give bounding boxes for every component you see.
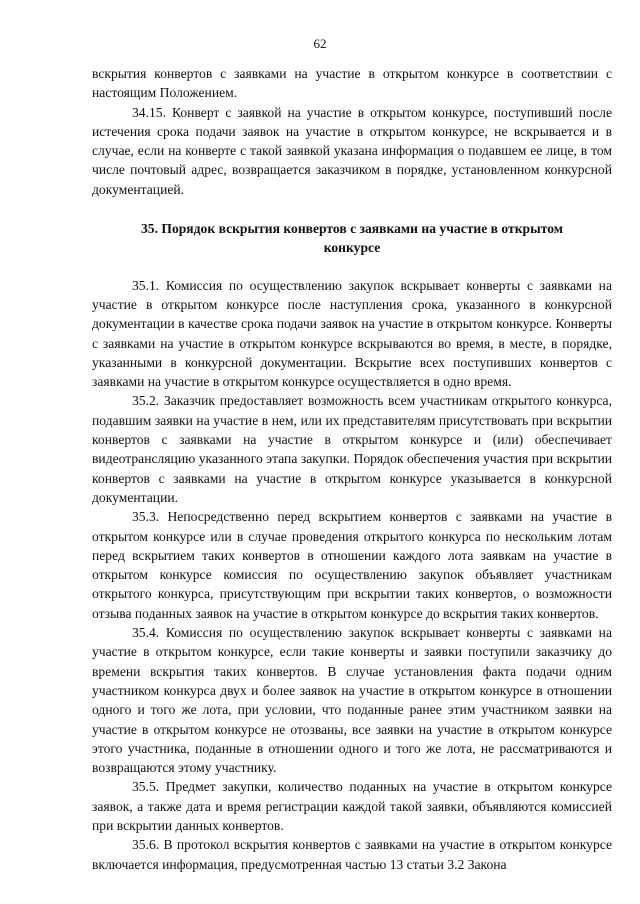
paragraph-34-15: 34.15. Конверт с заявкой на участие в открытом конкурсе, поступивший после истечения срока подачи заявок на участие в открытом конкурсе, не вскрывается и в случае, если на конверте с такой заявкой указана информация о подавшем ее лице, в том числе почтовый адрес, возвращается заказчиком в порядке, установленном конкурсной документацией. (92, 104, 612, 197)
paragraph-35-5: 35.5. Предмет закупки, количество поданных на участие в открытом конкурсе заявок, а также дата и время регистрации каждой такой заявки, объявляются комиссией при вскрытии данных конвертов. (92, 779, 612, 833)
document-body (92, 64, 612, 874)
paragraph-35-1: 35.1. Комиссия по осуществлению закупок вскрывает конверты с заявками на участие в открытом конкурсе после наступления срока, указанного в конкурсной документации в качестве срока подачи заявок на участие в открытом конкурсе. Конверты с заявками на участие в открытом конкурсе вскрываются во время, в месте, в порядке, указанными в конкурсной документации. Вскрытие всех поступивших конвертов с заявками на участие в открытом конкурсе осуществляется в одно время. (92, 277, 612, 390)
section-heading-35: 35. Порядок вскрытия конвертов с заявками на участие в открытом конкурсе (140, 221, 564, 256)
paragraph-35-6: 35.6. В протокол вскрытия конвертов с заявками на участие в открытом конкурсе включается информация, предусмотренная частью 13 статьи 3.2 Закона (92, 837, 612, 872)
paragraph-35-2: 35.2. Заказчик предоставляет возможность всем участникам открытого конкурса, подавшим заявки на участие в нем, или их представителям присутствовать при вскрытии конвертов с заявками на участие в открытом конкурсе и (или) обеспечивает видеотрансляцию указанного этапа закупки. Порядок обеспечения участия при вскрытии конвертов с заявками на участие в открытом конкурсе указывается в конкурсной документации. (92, 393, 612, 505)
paragraph-continuation: вскрытия конвертов с заявками на участие в открытом конкурсе в соответствии с настоящим Положением. (92, 66, 612, 101)
page-number: 62 (313, 36, 327, 51)
paragraph-35-4: 35.4. Комиссия по осуществлению закупок вскрывает конверты с заявками на участие в открытом конкурсе, если такие конверты и заявки поступили заказчику до времени вскрытия таких конвертов. В случае установления факта подачи одним участником конкурса двух и более заявок на участие в открытом конкурсе в отношении одного и того же лота, при условии, что поданные ранее этим участником заявки на участие в открытом конкурсе не отозваны, все заявки на участие в открытом конкурсе этого участника, поданные в отношении одного и того же лота, не рассматриваются и возвращаются этому участнику. (92, 625, 612, 776)
paragraph-35-3: 35.3. Непосредственно перед вскрытием конвертов с заявками на участие в открытом конкурсе или в случае проведения открытого конкурса по нескольким лотам перед вскрытием таких конвертов в отношении каждого лота заявкам на участие в открытом конкурсе комиссия по осуществлению закупок объявляет участникам открытого конкурса, присутствующим при вскрытии таких конвертов, о возможности отзыва поданных заявок на участие в открытом конкурсе до вскрытия таких конвертов. (92, 509, 612, 621)
